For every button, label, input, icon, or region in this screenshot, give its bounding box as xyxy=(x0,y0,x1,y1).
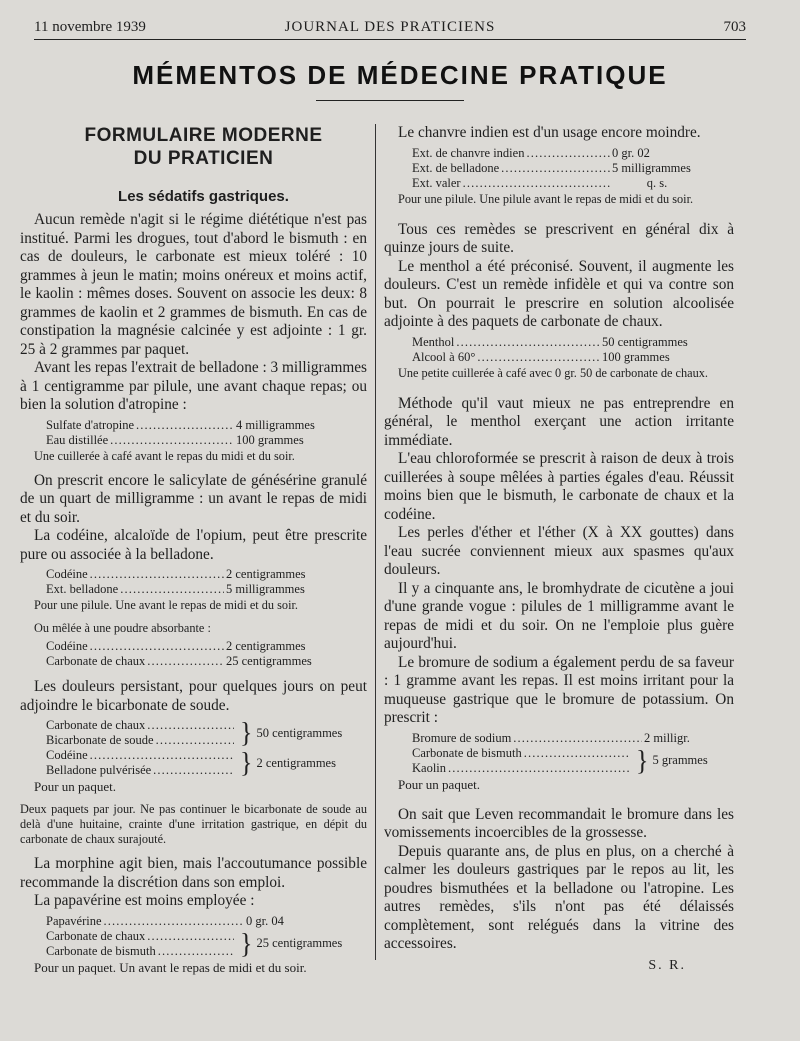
prescription-line: Kaolin . . . xyxy=(412,761,632,776)
left-column xyxy=(20,124,367,975)
article-title-line-1: FORMULAIRE MODERNE xyxy=(84,125,323,146)
paragraph: On sait que Leven recommandait le bromure dans les vomissements incoercibles de la grossesse. xyxy=(384,805,734,841)
prescription-note: Pour une pilule. Une pilule avant le repas de midi et du soir. xyxy=(398,191,694,206)
prescription-line: Papavérine . . . 0 gr. 04 xyxy=(46,914,306,929)
brace: } xyxy=(636,744,649,776)
brace: } xyxy=(240,716,253,749)
author-signature: S. R. xyxy=(648,957,686,973)
paragraph: Il y a cinquante ans, le bromhydrate de cicutène a joui d'une grande vogue : pilules de 1 milligramme avant le repas de midi et du soir. On ne l'emploie plus guère aujourd'hui. xyxy=(384,579,734,652)
prescription-line: Carbonate de bismuth . . . xyxy=(46,944,236,959)
prescription-note: Pour une pilule. Une avant le repas de midi et du soir. xyxy=(34,598,298,612)
prescription-line: Alcool à 60° . . . 100 grammes xyxy=(412,350,712,365)
prescription-group xyxy=(46,929,367,959)
prescription-line: Codéine . . . 2 centigrammes xyxy=(46,639,346,654)
prescription-note: Pour un paquet. xyxy=(398,776,480,792)
article-title xyxy=(20,124,367,170)
issue-date: 11 novembre 1939 xyxy=(34,19,146,35)
paragraph: Depuis quarante ans, de plus en plus, on a cherché à calmer les douleurs gastriques par le repos au lit, les poudres bismuthées et la belladone ou l'atropine. Les autres remèdes, s'ils n'ont pas été délaissés complètement, sont relégués dans la vitrine des accessoires. xyxy=(384,842,734,952)
paragraph: L'eau chloroformée se prescrit à raison de deux à trois cuillerées à soupe mêlées à parties égales d'eau. Réussit moins bien que le bismuth, le carbonate de chaux et la codéine. xyxy=(384,450,734,523)
running-header xyxy=(34,17,746,40)
paragraph: Le menthol a été préconisé. Souvent, il augmente les douleurs. C'est un remède infidèle et qui va contre son but. On pourrait le prescrire en solution alcoolisée adjointe à des paquets de carbonate de chaux. xyxy=(384,257,734,330)
paragraph: Le bromure de sodium a également perdu de sa faveur : 1 gramme avant les repas. Il est moins irritant pour la muqueuse gastrique que le bromure de potassium. On prescrit : xyxy=(384,653,734,726)
section-masthead: MÉMENTOS DE MÉDECINE PRATIQUE xyxy=(132,60,668,90)
prescription-codeine-powder xyxy=(20,639,346,669)
column-divider xyxy=(375,124,376,960)
prescription-menthol xyxy=(384,335,712,365)
paragraph: Méthode qu'il vaut mieux ne pas entreprendre en général, le menthol exerçant une action irritante immédiate. xyxy=(384,394,734,449)
prescription-line: Sulfate d'atropine . . . 4 milligrammes xyxy=(46,418,346,433)
prescription-intro: Ou mêlée à une poudre absorbante : xyxy=(34,621,211,635)
group-quantity: 25 centigrammes xyxy=(256,936,343,950)
prescription-line: Bicarbonate de soude . . . xyxy=(46,733,236,748)
prescription-line: Ext. de chanvre indien . . . 0 gr. 02 xyxy=(412,146,702,161)
prescription-bicarbonate xyxy=(20,718,367,778)
prescription-line: Eau distillée . . . 100 grammes xyxy=(46,433,346,448)
prescription-line: Ext. belladone . . . 5 milligrammes xyxy=(46,582,346,597)
right-column xyxy=(384,124,734,974)
prescription-note: Pour un paquet. xyxy=(34,779,116,794)
group-quantity: 2 centigrammes xyxy=(256,755,336,770)
prescription-line: Carbonate de chaux . . . 25 centigrammes xyxy=(46,654,346,669)
prescription-line: Carbonate de bismuth . . . xyxy=(412,746,632,761)
paragraph: Les perles d'éther et l'éther (X à XX gouttes) dans l'eau sucrée conviennent mieux aux spasmes qu'aux douleurs. xyxy=(384,524,734,578)
prescription-papaverine xyxy=(20,914,367,959)
brace: } xyxy=(240,746,253,779)
prescription-line: Carbonate de chaux . . . xyxy=(46,718,236,733)
prescription-bromure xyxy=(384,731,734,776)
prescription-codeine xyxy=(20,567,346,597)
masthead-rule xyxy=(316,100,464,101)
paragraph: Aucun remède n'agit si le régime diététique n'est pas institué. Parmi les drogues, tout d'abord le bismuth : en cas de douleurs, le carbonate est mieux toléré : 10 grammes à jeun le matin; moins onéreux et moins actif, le kaolin : mêmes doses. Souvent on associe les deux: 8 grammes de kaolin et 2 grammes de bismuth. En cas de constipation la magnésie calcinée y est adjointe : 1 gr. 25 à 2 grammes par paquet. xyxy=(20,211,367,358)
paragraph: Tous ces remèdes se prescrivent en général dix à quinze jours de suite. xyxy=(384,220,734,256)
group-quantity: 50 centigrammes xyxy=(256,725,343,740)
prescription-note: Pour un paquet. Un avant le repas de midi et du soir. xyxy=(34,959,307,975)
prescription-atropine xyxy=(20,418,346,448)
paragraph: Avant les repas l'extrait de belladone : 3 milligrammes à 1 centigramme par pilule, une avant chaque repas; ou bien la solution d'atropine : xyxy=(20,359,367,413)
article-title-line-2: DU PRATICIEN xyxy=(133,148,274,169)
paragraph: Le chanvre indien est d'un usage encore moindre. xyxy=(398,124,701,141)
brace: } xyxy=(240,927,253,959)
paragraph: On prescrit encore le salicylate de génésérine granulé de un quart de milligramme : un avant le repas de midi et du soir. xyxy=(20,471,367,526)
paragraph: Les douleurs persistant, pour quelques jours on peut adjoindre le bicarbonate de soude. xyxy=(20,678,367,714)
prescription-group xyxy=(46,748,367,778)
journal-name: JOURNAL DES PRATICIENS xyxy=(284,19,496,35)
prescription-chanvre xyxy=(384,146,702,191)
prescription-line: Codéine . . . xyxy=(46,748,236,763)
paragraph: La papavérine est moins employée : xyxy=(34,892,255,909)
prescription-group xyxy=(46,718,367,748)
prescription-note: Une petite cuillerée à café avec 0 gr. 50 de carbonate de chaux. xyxy=(398,365,708,380)
prescription-line: Ext. de belladone . . . 5 milligrammes xyxy=(412,161,702,176)
prescription-caution: Deux paquets par jour. Ne pas continuer le bicarbonate de soude au delà d'une huitaine, crainte d'une irritation gastrique, en dépit du carbonate de chaux surajouté. xyxy=(20,802,367,846)
article-subtitle: Les sédatifs gastriques. xyxy=(118,188,289,205)
prescription-line: Bromure de sodium . . . 2 milligr. xyxy=(412,731,702,746)
prescription-line: Ext. valer . . . q. s. xyxy=(412,176,702,191)
paragraph: La codéine, alcaloïde de l'opium, peut être prescrite pure ou associée à la belladone. xyxy=(20,527,367,563)
page-number: 703 xyxy=(723,19,746,35)
prescription-line: Codéine . . . 2 centigrammes xyxy=(46,567,346,582)
prescription-line: Carbonate de chaux . . . xyxy=(46,929,236,944)
paragraph: La morphine agit bien, mais l'accoutumance possible recommande la discrétion dans son emploi. xyxy=(20,855,367,891)
group-quantity: 5 grammes xyxy=(652,753,708,767)
prescription-note: Une cuillerée à café avant le repas du midi et du soir. xyxy=(34,448,295,463)
prescription-group xyxy=(412,746,734,776)
prescription-line: Menthol . . . 50 centigrammes xyxy=(412,335,712,350)
prescription-line: Belladone pulvérisée . . . xyxy=(46,763,236,778)
